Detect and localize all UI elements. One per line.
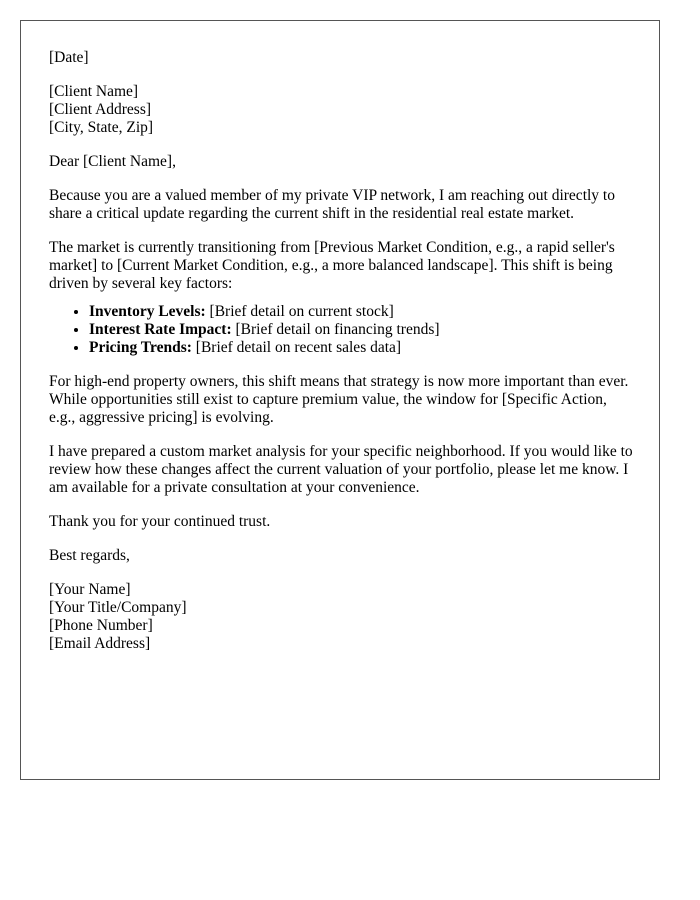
letter-body — [49, 49, 635, 669]
list-item — [89, 339, 635, 357]
letter-page — [20, 20, 660, 780]
factor-detail: [Brief detail on recent sales data] — [191, 339, 402, 356]
signature-email: [Email Address] — [49, 635, 151, 652]
signature-name: [Your Name] — [49, 581, 131, 598]
recipient-name: [Client Name] — [49, 83, 139, 100]
factor-label: Inventory Levels: — [89, 303, 206, 320]
salutation: Dear [Client Name], — [49, 153, 176, 170]
list-item — [89, 303, 635, 321]
key-factors-list — [49, 303, 635, 357]
signature-title-company: [Your Title/Company] — [49, 599, 187, 616]
market-transition-paragraph: The market is currently transitioning from [Previous Market Condition, e.g., a rapid seller's market] to [Current Market Condition, e.g., a more balanced landscape]. This shift is being driven by several key factors: — [49, 239, 615, 292]
signature-block — [49, 581, 635, 653]
recipient-block — [49, 83, 635, 137]
signature-phone: [Phone Number] — [49, 617, 153, 634]
factor-detail: [Brief detail on financing trends] — [231, 321, 440, 338]
recipient-address: [Client Address] — [49, 101, 152, 118]
recipient-city-state-zip: [City, State, Zip] — [49, 119, 154, 136]
factor-detail: [Brief detail on current stock] — [205, 303, 394, 320]
factor-label: Interest Rate Impact: — [89, 321, 232, 338]
thanks-paragraph: Thank you for your continued trust. — [49, 513, 271, 530]
closing: Best regards, — [49, 547, 130, 564]
factor-label: Pricing Trends: — [89, 339, 192, 356]
intro-paragraph: Because you are a valued member of my private VIP network, I am reaching out directly to share a critical update regarding the current shift in the residential real estate market. — [49, 187, 615, 222]
analysis-paragraph: I have prepared a custom market analysis for your specific neighborhood. If you would like to review how these changes affect the current valuation of your portfolio, please let me know. I am available for a private consultation at your convenience. — [49, 443, 633, 496]
strategy-paragraph: For high-end property owners, this shift means that strategy is now more important than ever. While opportunities still exist to capture premium value, the window for [Specific Action, e.g., aggressive pricing] is evolving. — [49, 373, 629, 426]
letter-date: [Date] — [49, 49, 89, 66]
list-item — [89, 321, 635, 339]
